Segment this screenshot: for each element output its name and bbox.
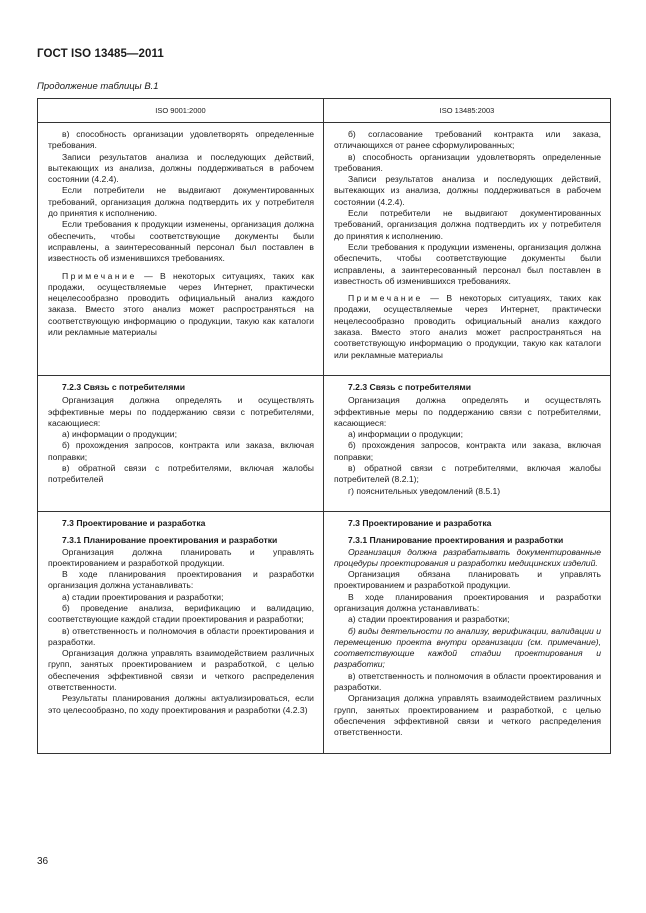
section-heading: 7.2.3 Связь с потребителями [62,381,186,392]
table-continuation-caption: Продолжение таблицы В.1 [37,81,159,92]
table-cell-iso13485 [324,512,610,753]
paragraph: в) способность организации удовлетворять определенные требования. [48,129,314,151]
paragraph: В ходе планирования проектирования и разработки организация должна устанавливать: [334,591,601,613]
table-cell-iso9001 [38,376,324,511]
paragraph: Записи результатов анализа и последующих действий, вытекающих из анализа, должны поддерживаться в рабочем состоянии (4.2.4). [48,151,314,185]
paragraph: Если требования к продукции изменены, организация должна обеспечить, чтобы соответствующие документы были исправлены, а заинтересованный персонал был поставлен в известность об изменившихся требованиях. [48,219,314,264]
table-row [38,375,610,511]
page-number: 36 [37,856,49,867]
paragraph-italic: б) виды деятельности по анализу, верификации, валидации и перемещению проекта внутри организации (см. примечание), соответствующие каждой стадии проектирования и разработки; [334,625,601,670]
paragraph: Если требования к продукции изменены, организация должна обеспечить, чтобы соответствующие документы были исправлены, а заинтересованный персонал был поставлен в известность об изменившихся требованиях. [334,241,601,286]
paragraph: Результаты планирования должны актуализироваться, если это целесообразно, по ходу проектирования и разработки (4.2.3) [48,693,314,715]
paragraph: Если потребители не выдвигают документированных требований, организация должна подтвердить их у потребителя до принятия к исполнению. [48,185,314,219]
paragraph: в) способность организации удовлетворять определенные требования. [334,151,601,173]
paragraph: в) ответственность и полномочия в области проектирования и разработки. [48,625,314,647]
table-row [38,123,610,375]
paragraph: В ходе планирования проектирования и разработки организация должна устанавливать: [48,569,314,591]
note-label: Примечание [348,293,423,304]
column-header-iso9001: ISO 9001:2000 [38,99,324,122]
table-cell-iso13485 [324,376,610,511]
section-heading: 7.3 Проектирование и разработка [62,517,206,528]
section-heading: 7.2.3 Связь с потребителями [348,381,472,392]
paragraph: Организация должна определять и осуществлять эффективные меры по поддержанию связи с потребителями, касающиеся: [334,395,601,428]
paragraph-italic: Организация должна разрабатывать документированные процедуры проектирования и разработки медицинских изделий. [334,546,601,568]
note-text: — В некоторых ситуациях, таких как продажи, осуществляемые через Интернет, практически нецелесообразно проводить официальный анализ каждого заказа. Вместо этого анализ может распространяться на соответствующую информацию о продукции, такую как каталоги или рекламные материалы [334,293,601,360]
subsection-heading: 7.3.1 Планирование проектирования и разработки [348,535,564,546]
paragraph: б) согласование требований контракта или заказа, отличающихся от ранее сформулированных; [334,129,601,151]
paragraph: Организация должна планировать и управлять проектированием и разработкой продукции. [48,546,314,568]
paragraph: б) прохождения запросов, контракта или заказа, включая поправки; [334,440,601,462]
comparison-table [37,98,611,754]
subsection-heading: 7.3.1 Планирование проектирования и разработки [62,535,278,546]
paragraph: Если потребители не выдвигают документированных требований, организация должна подтвердить их у потребителя до принятия к исполнению. [334,208,601,241]
note-label: Примечание [62,270,137,281]
document-header: ГОСТ ISO 13485—2011 [37,48,164,60]
paragraph: б) проведение анализа, верификацию и валидацию, соответствующие каждой стадии проектирования и разработки; [48,602,314,625]
paragraph: а) информации о продукции; [348,429,463,440]
paragraph: а) стадии проектирования и разработки; [348,614,510,625]
table-cell-iso9001 [38,512,324,753]
column-header-iso13485: ISO 13485:2003 [439,106,495,115]
paragraph: Организация должна управлять взаимодействием различных групп, занятых проектированием и разработкой, с целью обеспечения эффективной связи и четкого распределения ответственности. [48,648,314,693]
paragraph: в) ответственность и полномочия в области проектирования и разработки. [334,670,601,693]
note [334,293,601,361]
table-row [38,511,610,753]
table-header-row [38,99,610,123]
paragraph: а) стадии проектирования и разработки; [62,591,224,602]
table-cell-iso13485 [324,123,610,375]
paragraph: г) пояснительных уведомлений (8.5.1) [348,485,501,496]
paragraph: Организация должна управлять взаимодействием различных групп, занятых проектированием и разработкой, с целью обеспечения эффективной связи и четкого распределения ответственности. [334,693,601,738]
paragraph: в) обратной связи с потребителями, включая жалобы потребителей (8.2.1); [334,463,601,485]
paragraph: Организация обязана планировать и управлять проектированием и разработкой продукции. [334,569,601,591]
paragraph: б) прохождения запросов, контракта или заказа, включая поправки; [48,440,314,462]
note-text: — В некоторых ситуациях, таких как продажи, осуществляемые через Интернет, практически нецелесообразно проводить официальный анализ каждого заказа. Вместо этого анализ может распространяться на соответствующую информацию о продукции, такую как каталоги или рекламные материалы [48,270,314,338]
paragraph: Записи результатов анализа и последующих действий, вытекающих из анализа, должны поддерживаться в рабочем состоянии (4.2.4). [334,174,601,207]
paragraph: а) информации о продукции; [62,429,177,440]
note [48,271,314,339]
table-cell-iso9001 [38,123,324,375]
paragraph: в) обратной связи с потребителями, включая жалобы потребителей [48,463,314,485]
section-heading: 7.3 Проектирование и разработка [348,517,492,528]
paragraph: Организация должна определять и осуществлять эффективные меры по поддержанию связи с потребителями, касающиеся: [48,395,314,428]
